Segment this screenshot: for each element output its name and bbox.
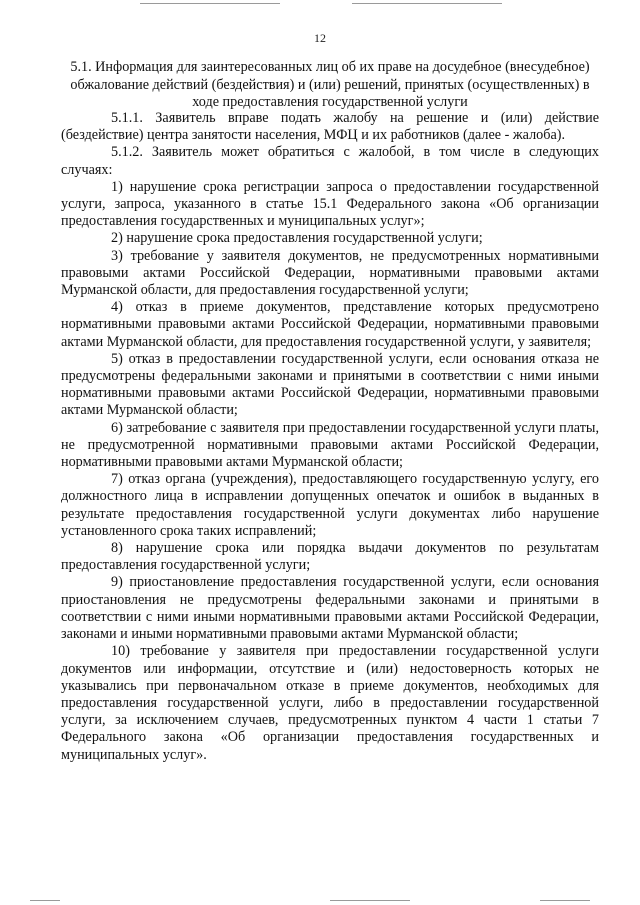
paragraph: 8) нарушение срока или порядка выдачи документов по результатам предоставления государственной услуги; — [61, 540, 599, 574]
paragraph: 3) требование у заявителя документов, не предусмотренных нормативными правовыми актами Российской Федерации, нормативными правовыми актами Мурманской области, для предоставления государственной услуги; — [61, 247, 599, 299]
paragraph: 9) приостановление предоставления государственной услуги, если основания приостановления не предусмотрены федеральными законами и принятыми в соответствии с ними иными нормативными правовыми актами Российской Федерации, законами и иными нормативными правовыми актами Мурманской области; — [61, 574, 599, 643]
paragraph: 5.1.2. Заявитель может обратиться с жалобой, в том числе в следующих случаях: — [61, 144, 599, 178]
section-heading: 5.1. Информация для заинтересованных лиц об их праве на досудебное (внесудебное) обжалование действий (бездействия) и (или) решений, принятых (осуществленных) в ходе предоставления государственной услуги — [70, 59, 590, 111]
paragraph: 4) отказ в приеме документов, представление которых предусмотрено нормативными правовыми актами Российской Федерации, нормативными правовыми актами Мурманской области, для предоставления государственной услуги, у заявителя; — [61, 299, 599, 350]
paragraph: 5) отказ в предоставлении государственной услуги, если основания отказа не предусмотрены федеральными законами и принятыми в соответствии с ними иными нормативными правовыми актами Российской Федерации, нормативными правовыми актами Мурманской области; — [61, 350, 599, 419]
scan-edge-top — [352, 3, 502, 4]
document-body — [61, 110, 599, 764]
paragraph: 5.1.1. Заявитель вправе подать жалобу на решение и (или) действие (бездействие) центра занятости населения, МФЦ и их работников (далее - жалоба). — [61, 110, 599, 144]
paragraph: 7) отказ органа (учреждения), предоставляющего государственную услугу, его должностного лица в исправлении допущенных опечаток и ошибок в выданных в результате предоставления государственной услуги документах либо нарушение установленного срока таких исправлений; — [61, 471, 599, 539]
scan-edge-bottom — [540, 900, 590, 901]
scan-edge-bottom — [30, 900, 60, 901]
scan-edge-top — [140, 3, 280, 4]
paragraph: 10) требование у заявителя при предоставлении государственной услуги документов или информации, отсутствие и (или) недостоверность которых не указывались при первоначальном отказе в приеме документов, необходимых для предоставления государственной услуги, либо в предоставлении государственной услуги, за исключением случаев, предусмотренных пунктом 4 части 1 статьи 7 Федерального закона «Об организации предоставления государственных и муниципальных услуг». — [61, 643, 599, 763]
paragraph: 1) нарушение срока регистрации запроса о предоставлении государственной услуги, запроса, указанного в статье 15.1 Федерального закона «Об организации предоставления государственных и муниципальных услуг»; — [61, 178, 599, 230]
paragraph: 2) нарушение срока предоставления государственной услуги; — [111, 230, 483, 247]
scan-edge-bottom — [330, 900, 410, 901]
paragraph: 6) затребование с заявителя при предоставлении государственной услуги платы, не предусмотренной нормативными правовыми актами Российской Федерации, нормативными правовыми актами Мурманской области; — [61, 419, 599, 471]
page-number: 12 — [314, 31, 326, 45]
